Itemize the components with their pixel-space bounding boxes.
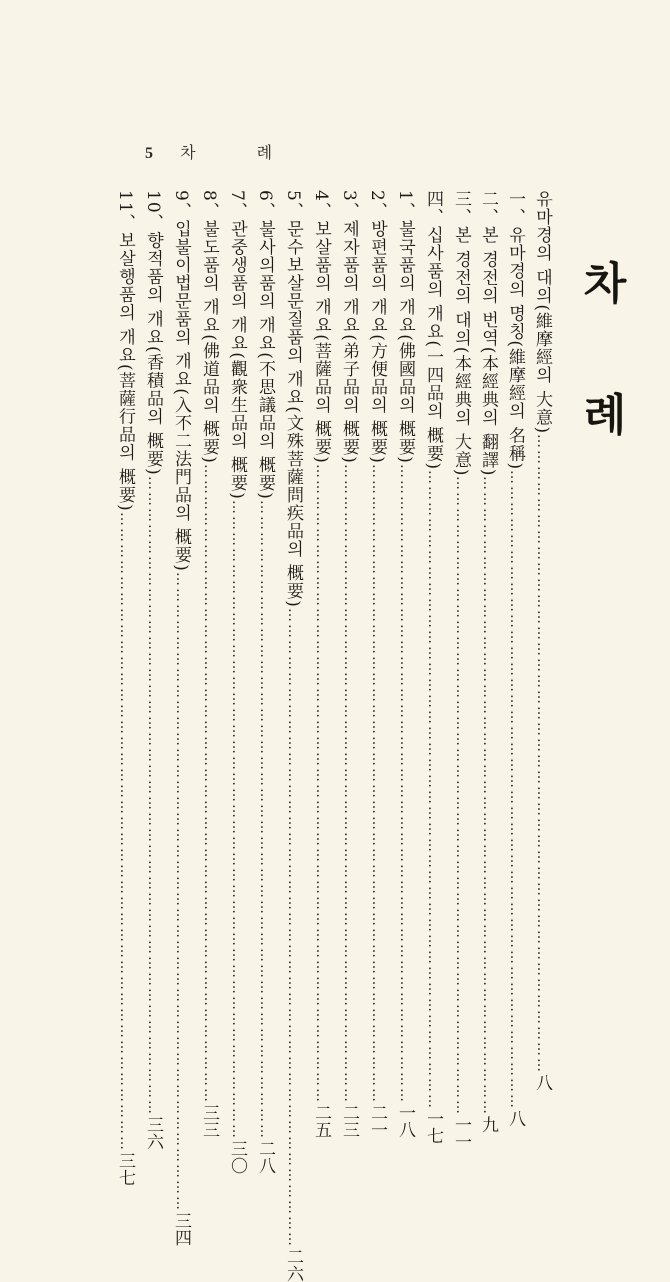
toc-entry-label: 一、유마경의 명칭(維摩經의 名稱) xyxy=(505,190,525,471)
toc-entry-label: 8、불도품의 개요(佛道品의 概要) xyxy=(199,190,219,464)
toc-entry-page: 九 xyxy=(478,1116,498,1134)
toc-leader-dots: ………………………………………………………………………………………………………… xyxy=(145,475,161,1116)
page-header xyxy=(145,140,300,163)
toc-entry-page: 三三 xyxy=(199,1103,219,1138)
toc-entry xyxy=(449,190,473,1151)
toc-leader-dots: ………………………………………………………………………………………………………… xyxy=(507,470,523,1111)
toc-entry-label: 10、향적품의 개요(香積品의 概要) xyxy=(143,190,163,476)
toc-entry-label: 유마경의 대의(維摩經의 大意) xyxy=(532,190,552,435)
toc-entry xyxy=(141,190,165,1150)
page-number: 5 xyxy=(145,145,155,162)
toc-entry-page: 一一 xyxy=(451,1116,471,1151)
toc-leader-dots: ………………………………………………………………………………………………………… xyxy=(173,571,189,1212)
toc-entry xyxy=(225,190,249,1174)
toc-entry xyxy=(476,190,500,1134)
toc-entry-label: 4、보살품의 개요(菩薩品의 概要) xyxy=(311,190,331,464)
toc-entry xyxy=(365,190,389,1138)
toc-entry xyxy=(530,190,554,1092)
toc-entry-page: 二三 xyxy=(339,1103,359,1138)
toc-entry-page: 八 xyxy=(532,1074,552,1092)
toc-leader-dots: ………………………………………………………………………………………………………… xyxy=(453,476,469,1117)
toc-leader-dots: ………………………………………………………………………………………………………… xyxy=(257,499,273,1140)
toc-entry-label: 二、본 경전의 번역(本經典의 翻譯) xyxy=(478,190,498,477)
toc-entry-label: 三、본 경전의 대의(本經典의 大意) xyxy=(451,190,471,477)
toc-leader-dots: ………………………………………………………………………………………………………… xyxy=(117,511,133,1152)
toc-entry xyxy=(503,190,527,1128)
toc-entry xyxy=(281,190,305,1282)
toc-leader-dots: ………………………………………………………………………………………………………… xyxy=(534,434,550,1075)
toc-leader-dots: ………………………………………………………………………………………………………… xyxy=(341,463,357,1104)
toc-leader-dots: ………………………………………………………………………………………………………… xyxy=(201,463,217,1104)
toc-entry-label: 11、보살행품의 개요(菩薩行品의 概要) xyxy=(115,190,135,512)
toc-entry-page: 三〇 xyxy=(227,1139,247,1174)
toc-entry-label: 9、입불이법문품의 개요(入不二法門品의 概要) xyxy=(171,190,191,572)
toc-entry-label: 1、불국품의 개요(佛國品의 概要) xyxy=(395,190,415,464)
toc-leader-dots: ………………………………………………………………………………………………………… xyxy=(480,476,496,1117)
toc-entry-label: 3、제자품의 개요(弟子品의 概要) xyxy=(339,190,359,464)
toc-entry-label: 5、문수보살문질품의 개요(文殊菩薩問疾品의 概要) xyxy=(283,190,303,608)
toc-entry-page: 三四 xyxy=(171,1211,191,1246)
toc-entry-label: 2、방편품의 개요(方便品의 概要) xyxy=(367,190,387,464)
toc-entry xyxy=(337,190,361,1138)
toc-entry xyxy=(113,190,137,1186)
toc-entry xyxy=(393,190,417,1138)
toc-entry xyxy=(169,190,193,1246)
toc-entry xyxy=(197,190,221,1138)
toc-entry xyxy=(253,190,277,1174)
toc-entry-label: 6、불사의품의 개요(不思議品의 概要) xyxy=(255,190,275,500)
toc-entry-page: 二五 xyxy=(311,1103,331,1138)
toc-entry xyxy=(309,190,333,1138)
toc-entry-label: 7、관중생품의 개요(觀衆生品의 概要) xyxy=(227,190,247,500)
toc-title: 차 례 xyxy=(575,260,626,472)
toc-entry-page: 八 xyxy=(505,1110,525,1128)
toc-entry-page: 三七 xyxy=(115,1151,135,1186)
toc-leader-dots: ………………………………………………………………………………………………………… xyxy=(229,499,245,1140)
toc-entry-page: 二六 xyxy=(283,1247,303,1282)
toc-entry-page: 一七 xyxy=(423,1110,443,1145)
toc-leader-dots: ………………………………………………………………………………………………………… xyxy=(369,463,385,1104)
toc-entry-page: 一八 xyxy=(395,1103,415,1138)
toc-entry-page: 三六 xyxy=(143,1115,163,1150)
toc-entry-page: 二一 xyxy=(367,1103,387,1138)
toc-leader-dots: ………………………………………………………………………………………………………… xyxy=(397,463,413,1104)
running-title: 차 례 xyxy=(180,143,301,162)
toc-entry xyxy=(421,190,445,1145)
toc-entry-label: 四、십사품의 개요(一四品의 概要) xyxy=(423,190,443,471)
toc-entry-page: 二八 xyxy=(255,1139,275,1174)
toc-leader-dots: ………………………………………………………………………………………………………… xyxy=(313,463,329,1104)
toc-leader-dots: ………………………………………………………………………………………………………… xyxy=(285,607,301,1248)
toc-leader-dots: ………………………………………………………………………………………………………… xyxy=(425,470,441,1111)
